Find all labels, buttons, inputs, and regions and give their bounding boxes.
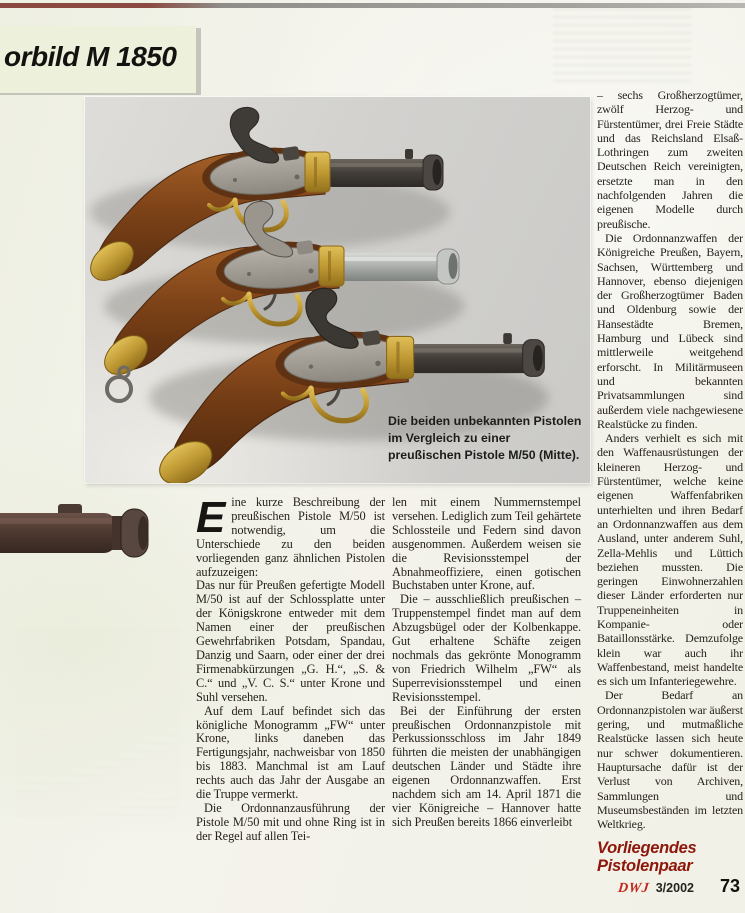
barrel-photo: [0, 496, 152, 570]
issue-date: 3/2002: [655, 881, 694, 895]
article-column-1: [196, 493, 385, 844]
paragraph: Die – ausschließlich preußischen – Truppenstempel findet man auf dem Abzugsbügel oder der Kolbenkappe. Gut erhaltene Schäfte zeigen nochmals das gekrönte Monogramm von Friedrich Wilhelm „FW“ als Superrevisionsstempel und einen Revisionsstempel.: [392, 592, 581, 704]
show-through-smudge: [14, 630, 182, 820]
paragraph: Das nur für Preußen gefertigte Modell M/50 ist auf der Schlossplatte unter der Königskrone entweder mit dem Namen einer der preußischen Gewehrfabriken Potsdam, Spandau, Danzig und Saarn, oder einer der drei Firmenabkürzungen „G. H.“, „S. & C.“ und „V. C. S.“ unter Krone und Suhl versehen.: [196, 578, 385, 704]
paragraph: Bei der Einführung der ersten preußischen Ordonnanzpistole mit Perkussionsschloss im Jahr 1849 führten die meisten der unabhängigen deutschen Länder und Städte ihre eigenen Ordonnanzwaffen. Erst nachdem sich am 14. April 1871 die vier Königreiche – Hannover hatte sich Preußen bereits 1866 einverleibt: [392, 703, 581, 829]
paragraph: Anders verhielt es sich mit den Waffenausrüstungen der kleineren Herzog- und Fürstentümer, welche keine eigenen Waffenfabriken unterhielten und ihren Bedarf an Ordonnanzwaffen aus dem Ausland, unter anderem Suhl, Zella-Mehlis und Lüttich beziehen mussten. Die geringen Einwohnerzahlen dieser Länder erforderten nur Truppeneinheiten in Kompanie- oder Bataillonsstärke. Demzufolge klein war auch ihr Waffenbestand, meist handelte es sich um Infanteriegewehre.: [597, 431, 743, 689]
paragraph: Die Ordonnanzausführung der Pistole M/50 mit und ohne Ring ist in der Regel auf allen Tei-: [196, 800, 385, 843]
paragraph: Eine kurze Beschreibung der preußischen Pistole M/50 ist notwendig, um die Unterschiede zu den beiden vorliegenden ganz ähnlichen Pistolen aufzuzeigen:: [196, 493, 385, 579]
page-number: 73: [719, 876, 740, 896]
paragraph: Der Bedarf an Ordonnanzpistolen war äußerst gering, und mutmaßliche Realstücke lassen sich heute nur schwer dokumentieren. Hauptursache dafür ist der Verlust von Archiven, Sammlungen und Museumsbeständen im letzten Weltkrieg.: [597, 688, 743, 832]
magazine-logo: DWJ: [616, 881, 650, 896]
paragraph: len mit einem Nummernstempel versehen. Lediglich zum Teil gehärtete Schlossteile und Federn sind davon ausgenommen. Außerdem weisen sie die Revisionsstempel der Abnahmeoffiziere, einen gotischen Buchstaben unter Krone, auf.: [392, 495, 581, 593]
article-column-2: [392, 496, 581, 830]
page-title: orbild M 1850: [4, 41, 177, 72]
page-footer: [618, 876, 740, 897]
show-through-smudge: [553, 8, 691, 82]
section-subhead: Vorliegendes Pistolenpaar: [597, 839, 697, 875]
headline-box: [0, 26, 196, 93]
pistols-photo: [85, 97, 590, 483]
drop-cap: E: [196, 493, 226, 542]
paragraph: – sechs Großherzogtümer, zwölf Herzog- und Fürstentümer, drei Freie Städte und das Reichsland Elsaß-Lothringen zum zweiten Deutschen Reich vereinigten, ersetzte man in den nachfolgenden Jahren die eigenen Modelle durch preußische.: [597, 88, 743, 231]
article-column-3: [597, 88, 743, 880]
paragraph: Die Ordonnanzwaffen der Königreiche Preußen, Bayern, Sachsen, Württemberg und Hannover, ebenso diejenigen der Großherzogtümer Baden und Oldenburg sowie der Hansestädte Bremen, Hamburg und Lübeck sind mittlerweile weitgehend erforscht. In Militärmuseen und bekannten Privatsammlungen sind außerdem viele nachgewiesene Realstücke zu finden.: [597, 230, 743, 431]
photo-caption: Die beiden unbekannten Pistolen im Vergleich zu einer preußischen Pistole M/50 (Mitte).: [388, 414, 582, 462]
paragraph: Auf dem Lauf befindet sich das königliche Monogramm „FW“ unter Krone, links daneben das Fertigungsjahr, nachweisbar von 1850 bis 1883. Manchmal ist am Lauf rechts auch das Jahr der Ausgabe an die Truppe vermerkt.: [196, 703, 385, 802]
